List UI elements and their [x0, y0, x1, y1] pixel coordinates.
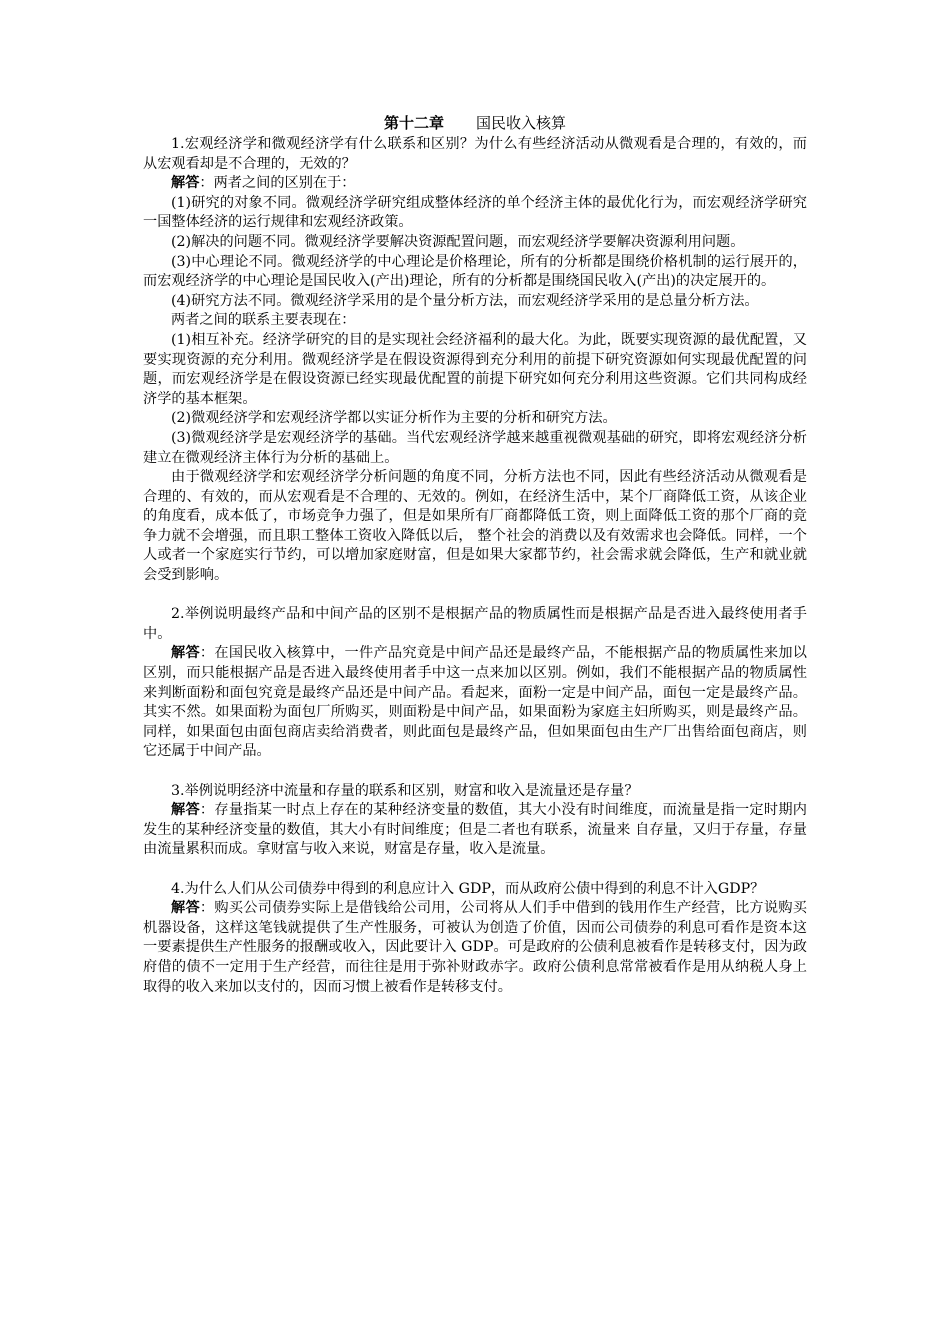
answer-1-conclusion: 由于微观经济学和宏观经济学分析问题的角度不同，分析方法也不同，因此有些经济活动从微观看是合理的、有效的，而从宏观看是不合理的、无效的。例如，在经济生活中，某个厂商降低工资，从该企业的角度看，成本低了，市场竞争力强了，但是如果所有厂商都降低工资，则上面降低工资的那个厂商的竞争力就不会增强，而且职工整体工资收入降低以后， 整个社会的消费以及有效需求也会降低。同样，一个人或者一个家庭实行节约，可以增加家庭财富，但是如果大家都节约，社会需求就会降低，生产和就业就会受到影响。 [143, 469, 807, 584]
answer-label: 解答 [171, 175, 200, 192]
paragraph-gap [143, 762, 807, 782]
answer-label: 解答 [171, 900, 200, 917]
chapter-number: 第十二章 [383, 114, 444, 132]
difference-item: (3)中心理论不同。微观经济学的中心理论是价格理论，所有的分析都是围绕价格机制的运行展开的，而宏观经济学的中心理论是国民收入(产出)理论，所有的分析都是围绕国民收入(产出)的决定展开的。 [143, 253, 807, 290]
answer-label: 解答 [171, 645, 200, 662]
answer-2: 解答：在国民收入核算中，一件产品究竟是中间产品还是最终产品，不能根据产品的物质属性来加以区别，而只能根据产品是否进入最终使用者手中这一点来加以区别。例如，我们不能根据产品的物质属性来判断面粉和面包究竟是最终产品还是中间产品。看起来，面粉一定是中间产品，面包一定是最终产品。其实不然。如果面粉为面包厂所购买，则面粉是中间产品，如果面粉为家庭主妇所购买，则是最终产品。同样，如果面包由面包商店卖给消费者，则此面包是最终产品，但如果面包由生产厂出售给面包商店，则它还属于中间产品。 [143, 645, 807, 760]
difference-item: (4)研究方法不同。微观经济学采用的是个量分析方法，而宏观经济学采用的是总量分析方法。 [171, 292, 759, 309]
document-page [143, 111, 807, 997]
paragraph-gap [143, 586, 807, 606]
answer-label: 解答 [171, 802, 200, 819]
difference-item: (1)研究的对象不同。微观经济学研究组成整体经济的单个经济主体的最优化行为，而宏观经济学研究一国整体经济的运行规律和宏观经济政策。 [143, 194, 807, 231]
chapter-name: 国民收入核算 [476, 114, 567, 132]
paragraph-gap [143, 860, 807, 880]
answer-1-intro: 解答：两者之间的区别在于： [171, 175, 356, 192]
difference-item: (2)解决的问题不同。微观经济学要解决资源配置问题，而宏观经济学要解决资源利用问题。 [171, 233, 745, 250]
question-1: 1.宏观经济学和微观经济学有什么联系和区别？为什么有些经济活动从微观看是合理的，有效的，而从宏观看却是不合理的，无效的？ [143, 136, 807, 172]
question-4: 4.为什么人们从公司债券中得到的利息应计入 GDP，而从政府公债中得到的利息不计入GDP？ [171, 880, 765, 897]
link-item: (2)微观经济学和宏观经济学都以实证分析作为主要的分析和研究方法。 [171, 410, 617, 427]
answer-4: 解答：购买公司债券实际上是借钱给公司用，公司将从人们手中借到的钱用作生产经营，比方说购买机器设备，这样这笔钱就提供了生产性服务，可被认为创造了价值，因而公司债券的利息可看作是资本这一要素提供生产性服务的报酬或收入，因此要计入 GDP。可是政府的公债利息被看作是转移支付，因为政府借的债不一定用于生产经营，而往往是用于弥补财政赤字。政府公债利息常常被看作是用从纳税人身上取得的收入来加以支付的，因而习惯上被看作是转移支付。 [143, 900, 807, 995]
link-intro: 两者之间的联系主要表现在： [171, 312, 356, 329]
chapter-title [143, 111, 807, 135]
link-item: (1)相互补充。经济学研究的目的是实现社会经济福利的最大化。为此，既要实现资源的最优配置，又要实现资源的充分利用。微观经济学是在假设资源得到充分利用的前提下研究资源如何实现最优配置的问题，而宏观经济学是在假设资源已经实现最优配置的前提下研究如何充分利用这些资源。它们共同构成经济学的基本框架。 [143, 331, 807, 407]
question-3: 3.举例说明经济中流量和存量的联系和区别，财富和收入是流量还是存量？ [171, 782, 639, 799]
link-item: (3)微观经济学是宏观经济学的基础。当代宏观经济学越来越重视微观基础的研究，即将宏观经济分析建立在微观经济主体行为分析的基础上。 [143, 429, 807, 466]
question-2: 2.举例说明最终产品和中间产品的区别不是根据产品的物质属性而是根据产品是否进入最终使用者手中。 [143, 606, 807, 642]
answer-3: 解答：存量指某一时点上存在的某种经济变量的数值，其大小没有时间维度，而流量是指一定时期内发生的某种经济变量的数值，其大小有时间维度；但是二者也有联系，流量来 自存量，又归于存量，存量由流量累积而成。拿财富与收入来说，财富是存量，收入是流量。 [143, 802, 807, 858]
